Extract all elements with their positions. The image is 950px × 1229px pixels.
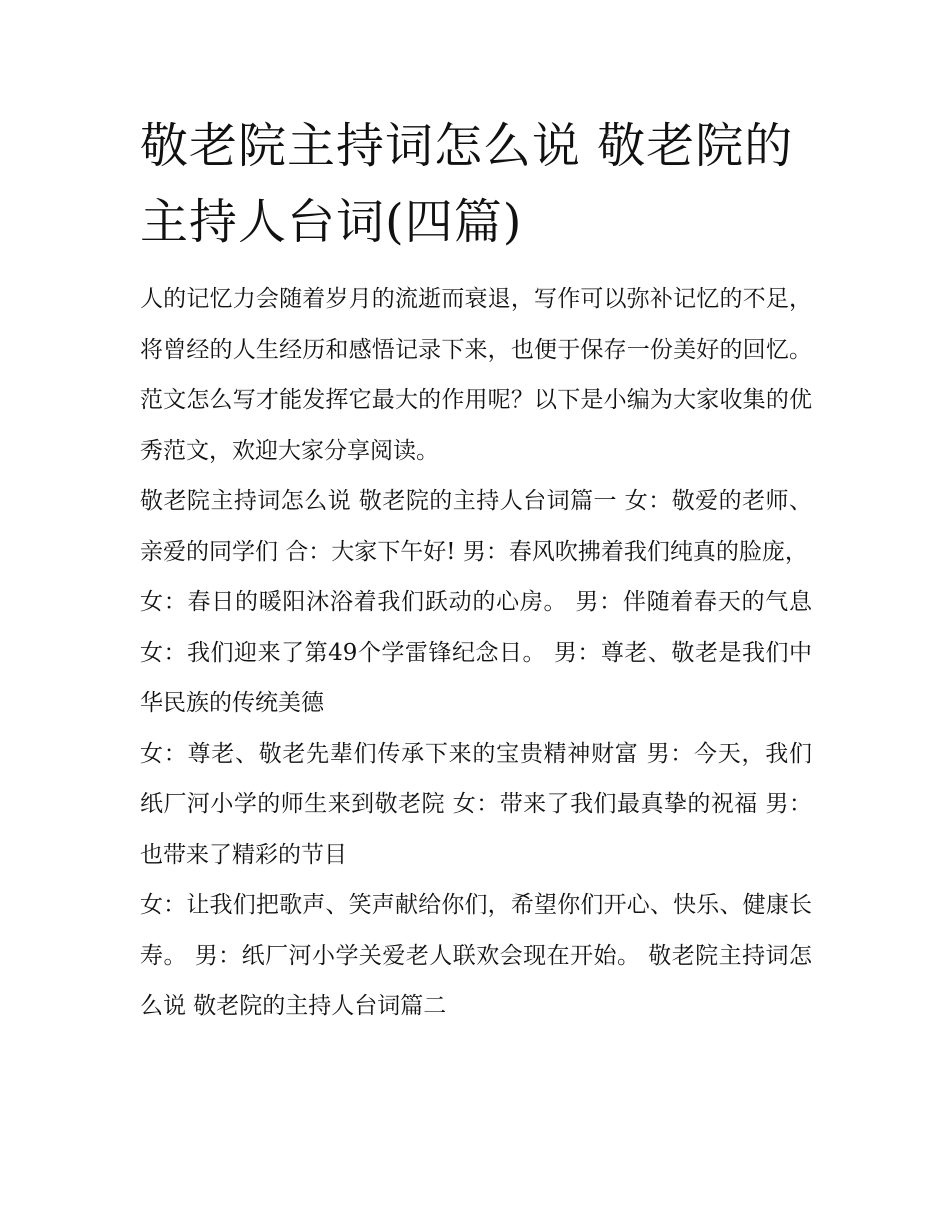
document-page (140, 108, 812, 1032)
paragraph-tradition: 女：尊老、敬老先辈们传承下来的宝贵精神财富 男：今天，我们纸厂河小学的师生来到敬老院 女：带来了我们最真挚的祝福 男：也带来了精彩的节目 (140, 740, 812, 868)
document-title: 敬老院主持词怎么说 敬老院的主持人台词(四篇) (140, 118, 794, 250)
paragraph-start: 女：让我们把歌声、笑声献给你们，希望你们开心、快乐、健康长寿。 男：纸厂河小学关爱老人联欢会现在开始。 敬老院主持词怎么说 敬老院的主持人台词篇二 (140, 892, 812, 1019)
paragraph-spring-sun: 女：春日的暖阳沐浴着我们跃动的心房。 男：伴随着春天的气息 女：我们迎来了第49个学雷锋纪念日。 男：尊老、敬老是我们中华民族的传统美德 (140, 589, 812, 716)
paragraph-intro: 人的记忆力会随着岁月的流逝而衰退，写作可以弥补记忆的不足，将曾经的人生经历和感悟记录下来，也便于保存一份美好的回忆。范文怎么写才能发挥它最大的作用呢？以下是小编为大家收集的优秀范文，欢迎大家分享阅读。 (140, 286, 812, 464)
paragraph-part-one-opening: 敬老院主持词怎么说 敬老院的主持人台词篇一 女：敬爱的老师、亲爱的同学们 合：大家下午好! 男：春风吹拂着我们纯真的脸庞， (140, 488, 812, 565)
